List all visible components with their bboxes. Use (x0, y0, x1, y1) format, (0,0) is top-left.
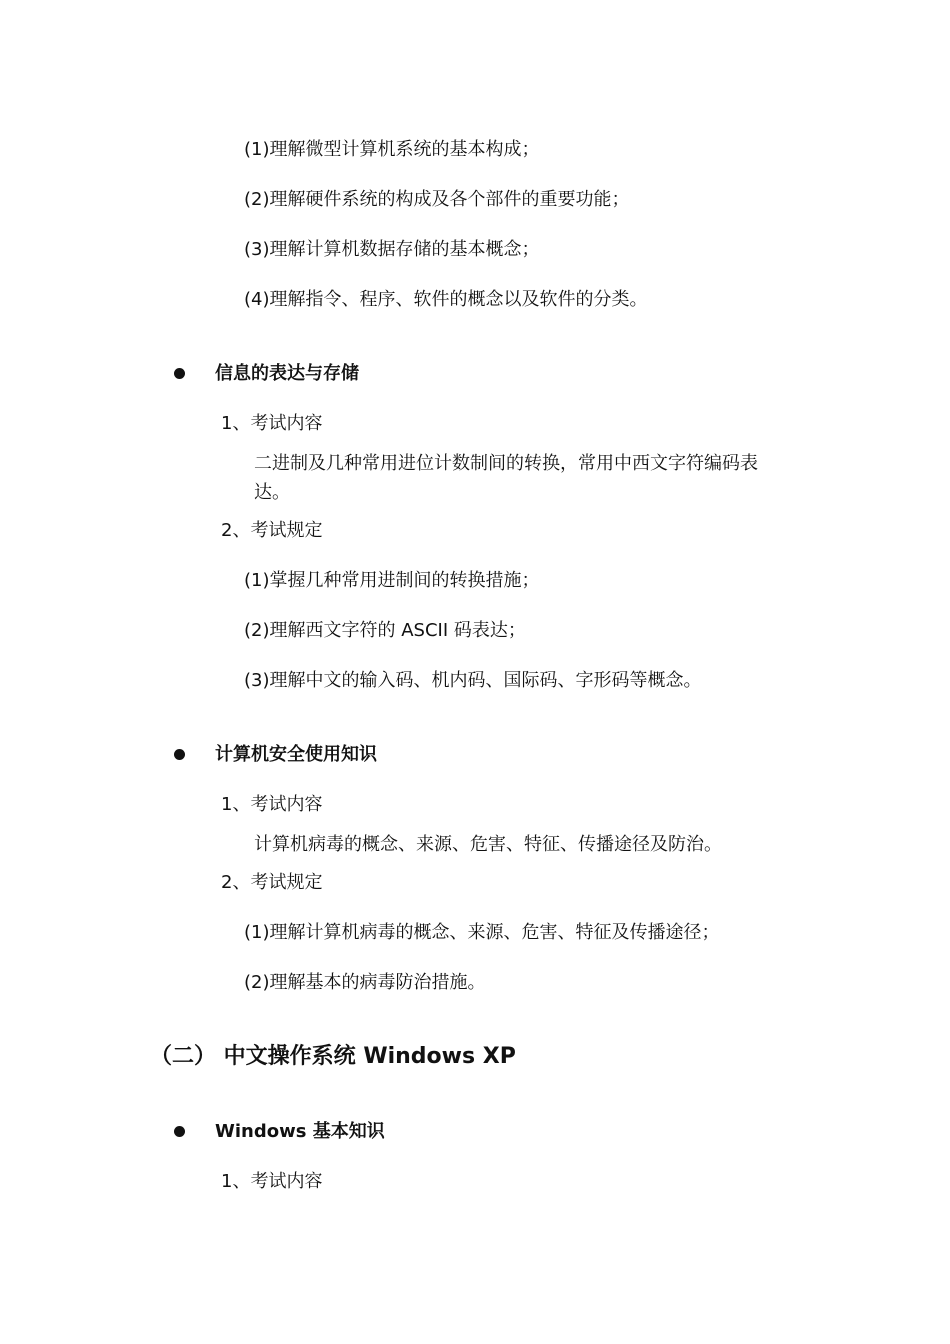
section-heading: 计算机安全使用知识 (215, 744, 377, 765)
list-item: (3)理解中文的输入码、机内码、国际码、字形码等概念。 (244, 670, 702, 691)
subsection-label: 1、考试内容 (221, 794, 323, 815)
bullet-icon (174, 749, 185, 760)
section-heading: Windows 基本知识 (215, 1121, 385, 1142)
subsection-label: 2、考试规定 (221, 872, 323, 893)
section-heading: 信息的表达与存储 (215, 363, 359, 384)
content-text-continued: 达。 (254, 482, 290, 503)
list-item: (2)理解硬件系统的构成及各个部件的重要功能； (244, 189, 630, 210)
bullet-icon (174, 1126, 185, 1137)
list-item: (1)理解计算机病毒的概念、来源、危害、特征及传播途径； (244, 922, 720, 943)
list-item: (1)掌握几种常用进制间的转换措施； (244, 570, 540, 591)
list-item: (3)理解计算机数据存储的基本概念； (244, 239, 540, 260)
list-item: (2)理解基本的病毒防治措施。 (244, 972, 486, 993)
list-item: (4)理解指令、程序、软件的概念以及软件的分类。 (244, 289, 648, 310)
subsection-label: 1、考试内容 (221, 1171, 323, 1192)
chapter-title: （二） 中文操作系统 Windows XP (150, 1044, 516, 1069)
content-text: 二进制及几种常用进位计数制间的转换，常用中西文字符编码表 (254, 453, 758, 474)
subsection-label: 2、考试规定 (221, 520, 323, 541)
bullet-icon (174, 368, 185, 379)
list-item: (1)理解微型计算机系统的基本构成； (244, 139, 540, 160)
content-text: 计算机病毒的概念、来源、危害、特征、传播途径及防治。 (254, 834, 722, 855)
subsection-label: 1、考试内容 (221, 413, 323, 434)
list-item: (2)理解西文字符的 ASCII 码表达； (244, 620, 526, 641)
